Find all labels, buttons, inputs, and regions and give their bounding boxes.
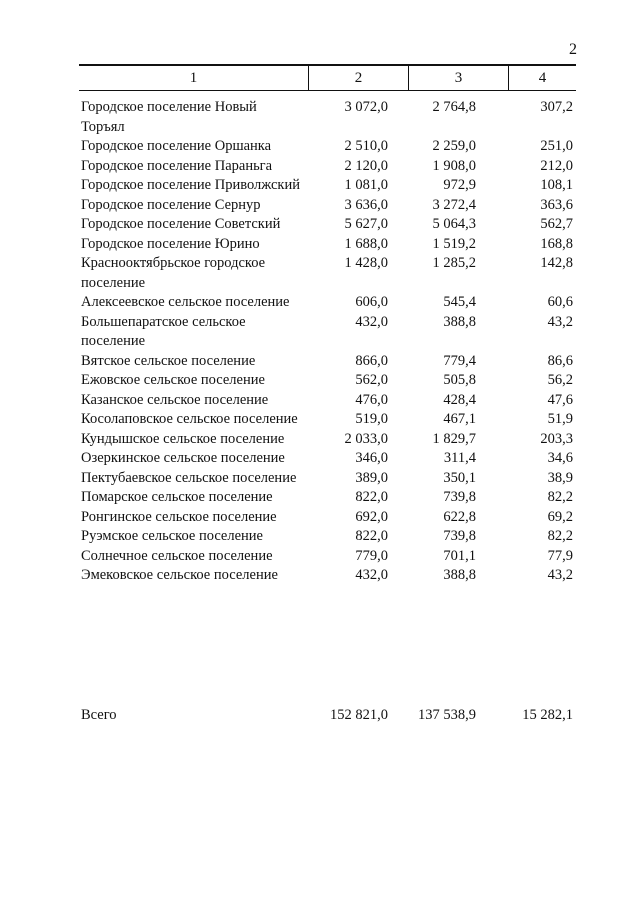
table-row bbox=[81, 196, 576, 216]
row-col-3: 779,4 bbox=[443, 352, 476, 369]
row-col-2: 779,0 bbox=[355, 547, 388, 564]
row-col-4: 82,2 bbox=[547, 528, 573, 544]
row-col-2: 2 033,0 bbox=[344, 430, 388, 447]
row-col-2: 3 636,0 bbox=[344, 196, 388, 213]
row-col-2: 2 510,0 bbox=[344, 138, 388, 154]
row-col-2: 1 428,0 bbox=[344, 255, 388, 271]
row-col-4: 51,9 bbox=[547, 411, 573, 427]
table-row bbox=[81, 430, 576, 450]
row-settlement-name: Городское поселение Советский bbox=[81, 216, 281, 232]
row-settlement-name: Большепаратское сельское поселение bbox=[81, 313, 246, 349]
row-col-3: 350,1 bbox=[443, 469, 476, 486]
row-col-2: 866,0 bbox=[355, 352, 388, 369]
row-settlement-name: Городское поселение Оршанка bbox=[81, 138, 272, 154]
row-col-3: 2 764,8 bbox=[432, 99, 476, 115]
total-col-3: 137 538,9 bbox=[418, 707, 476, 723]
table-row bbox=[81, 235, 576, 255]
table-row bbox=[81, 449, 576, 469]
row-col-3: 545,4 bbox=[443, 294, 476, 310]
row-col-4: 363,6 bbox=[540, 196, 573, 213]
row-col-4: 60,6 bbox=[547, 294, 573, 310]
row-col-4: 168,8 bbox=[540, 235, 573, 252]
row-col-4: 43,2 bbox=[547, 313, 573, 330]
row-col-3: 311,4 bbox=[443, 450, 476, 466]
row-col-4: 251,0 bbox=[540, 138, 573, 154]
row-col-4: 562,7 bbox=[540, 216, 573, 232]
row-col-4: 69,2 bbox=[547, 508, 573, 525]
header-col-1: 1 bbox=[189, 70, 198, 86]
table-row bbox=[81, 137, 576, 157]
row-settlement-name: Городское поселение Новый Торъял bbox=[81, 99, 257, 135]
row-col-4: 56,2 bbox=[547, 372, 573, 388]
row-settlement-name: Краснооктябрьское городское поселение bbox=[81, 255, 266, 291]
row-settlement-name: Эмековское сельское поселение bbox=[81, 567, 278, 583]
row-col-4: 108,1 bbox=[540, 177, 573, 193]
table-row bbox=[81, 508, 576, 528]
row-settlement-name: Косолаповское сельское поселение bbox=[81, 411, 298, 427]
table-row bbox=[81, 98, 576, 137]
row-col-4: 212,0 bbox=[540, 157, 573, 174]
table-header bbox=[79, 64, 576, 91]
row-col-3: 388,8 bbox=[443, 567, 476, 583]
row-col-3: 2 259,0 bbox=[432, 138, 476, 154]
row-col-2: 5 627,0 bbox=[344, 216, 388, 232]
row-settlement-name: Пектубаевское сельское поселение bbox=[81, 469, 297, 486]
header-col-4: 4 bbox=[538, 70, 547, 86]
table-row bbox=[81, 157, 576, 177]
total-label: Всего bbox=[81, 707, 117, 723]
table-row bbox=[81, 547, 576, 567]
total-col-2: 152 821,0 bbox=[330, 707, 388, 723]
row-settlement-name: Солнечное сельское поселение bbox=[81, 547, 273, 564]
row-col-2: 1 081,0 bbox=[344, 177, 388, 193]
row-col-4: 47,6 bbox=[547, 391, 573, 408]
row-col-2: 822,0 bbox=[355, 528, 388, 544]
row-settlement-name: Вятское сельское поселение bbox=[81, 352, 256, 369]
row-settlement-name: Казанское сельское поселение bbox=[81, 391, 269, 408]
row-col-3: 1 285,2 bbox=[432, 255, 476, 271]
row-settlement-name: Городское поселение Параньга bbox=[81, 157, 273, 174]
row-col-2: 1 688,0 bbox=[344, 235, 388, 252]
row-col-3: 428,4 bbox=[443, 391, 476, 408]
table-row bbox=[81, 566, 576, 586]
row-col-3: 467,1 bbox=[443, 411, 476, 427]
table-row bbox=[81, 488, 576, 508]
row-col-3: 1 908,0 bbox=[432, 157, 476, 174]
row-col-4: 77,9 bbox=[547, 547, 573, 564]
row-col-2: 346,0 bbox=[355, 450, 388, 466]
row-settlement-name: Алексеевское сельское поселение bbox=[81, 294, 290, 310]
table-row bbox=[81, 313, 576, 352]
table-body bbox=[81, 98, 576, 586]
header-col-2: 2 bbox=[354, 70, 363, 86]
row-settlement-name: Городское поселение Юрино bbox=[81, 235, 260, 252]
table-row bbox=[81, 527, 576, 547]
table-row bbox=[81, 391, 576, 411]
table-row bbox=[81, 215, 576, 235]
row-col-2: 822,0 bbox=[355, 489, 388, 505]
row-col-2: 562,0 bbox=[355, 372, 388, 388]
row-settlement-name: Городское поселение Приволжский bbox=[81, 177, 301, 193]
row-col-3: 505,8 bbox=[443, 372, 476, 388]
row-col-3: 739,8 bbox=[443, 528, 476, 544]
row-settlement-name: Ежовское сельское поселение bbox=[81, 372, 265, 388]
row-col-3: 739,8 bbox=[443, 489, 476, 505]
header-col-3: 3 bbox=[454, 70, 463, 86]
row-col-4: 142,8 bbox=[540, 255, 573, 271]
table-row bbox=[81, 469, 576, 489]
table-row bbox=[81, 352, 576, 372]
row-col-3: 622,8 bbox=[443, 508, 476, 525]
row-col-2: 519,0 bbox=[355, 411, 388, 427]
row-col-3: 5 064,3 bbox=[432, 216, 476, 232]
row-col-2: 389,0 bbox=[355, 469, 388, 486]
row-settlement-name: Ронгинское сельское поселение bbox=[81, 508, 277, 525]
row-settlement-name: Озеркинское сельское поселение bbox=[81, 450, 285, 466]
row-col-3: 1 829,7 bbox=[432, 430, 476, 447]
row-col-4: 82,2 bbox=[547, 489, 573, 505]
row-col-3: 388,8 bbox=[443, 313, 476, 330]
row-col-4: 38,9 bbox=[547, 469, 573, 486]
row-col-4: 203,3 bbox=[540, 430, 573, 447]
page-number: 2 bbox=[569, 41, 577, 58]
row-col-3: 1 519,2 bbox=[432, 235, 476, 252]
row-settlement-name: Городское поселение Сернур bbox=[81, 196, 261, 213]
row-col-2: 432,0 bbox=[355, 313, 388, 330]
row-col-2: 606,0 bbox=[355, 294, 388, 310]
table-row bbox=[81, 410, 576, 430]
table-row bbox=[81, 176, 576, 196]
row-col-2: 3 072,0 bbox=[344, 99, 388, 115]
row-col-2: 2 120,0 bbox=[344, 157, 388, 174]
row-col-2: 432,0 bbox=[355, 567, 388, 583]
row-col-2: 476,0 bbox=[355, 391, 388, 408]
total-col-4: 15 282,1 bbox=[522, 707, 573, 723]
row-col-2: 692,0 bbox=[355, 508, 388, 525]
table-row bbox=[81, 293, 576, 313]
row-settlement-name: Помарское сельское поселение bbox=[81, 489, 273, 505]
table-row bbox=[81, 254, 576, 293]
row-col-4: 86,6 bbox=[547, 352, 573, 369]
row-col-3: 972,9 bbox=[443, 177, 476, 193]
row-settlement-name: Кундышское сельское поселение bbox=[81, 430, 285, 447]
table-row bbox=[81, 371, 576, 391]
row-col-4: 307,2 bbox=[540, 99, 573, 115]
total-row bbox=[81, 706, 576, 726]
row-col-4: 34,6 bbox=[547, 450, 573, 466]
row-col-4: 43,2 bbox=[547, 567, 573, 583]
row-settlement-name: Руэмское сельское поселение bbox=[81, 528, 263, 544]
row-col-3: 3 272,4 bbox=[432, 196, 476, 213]
row-col-3: 701,1 bbox=[443, 547, 476, 564]
